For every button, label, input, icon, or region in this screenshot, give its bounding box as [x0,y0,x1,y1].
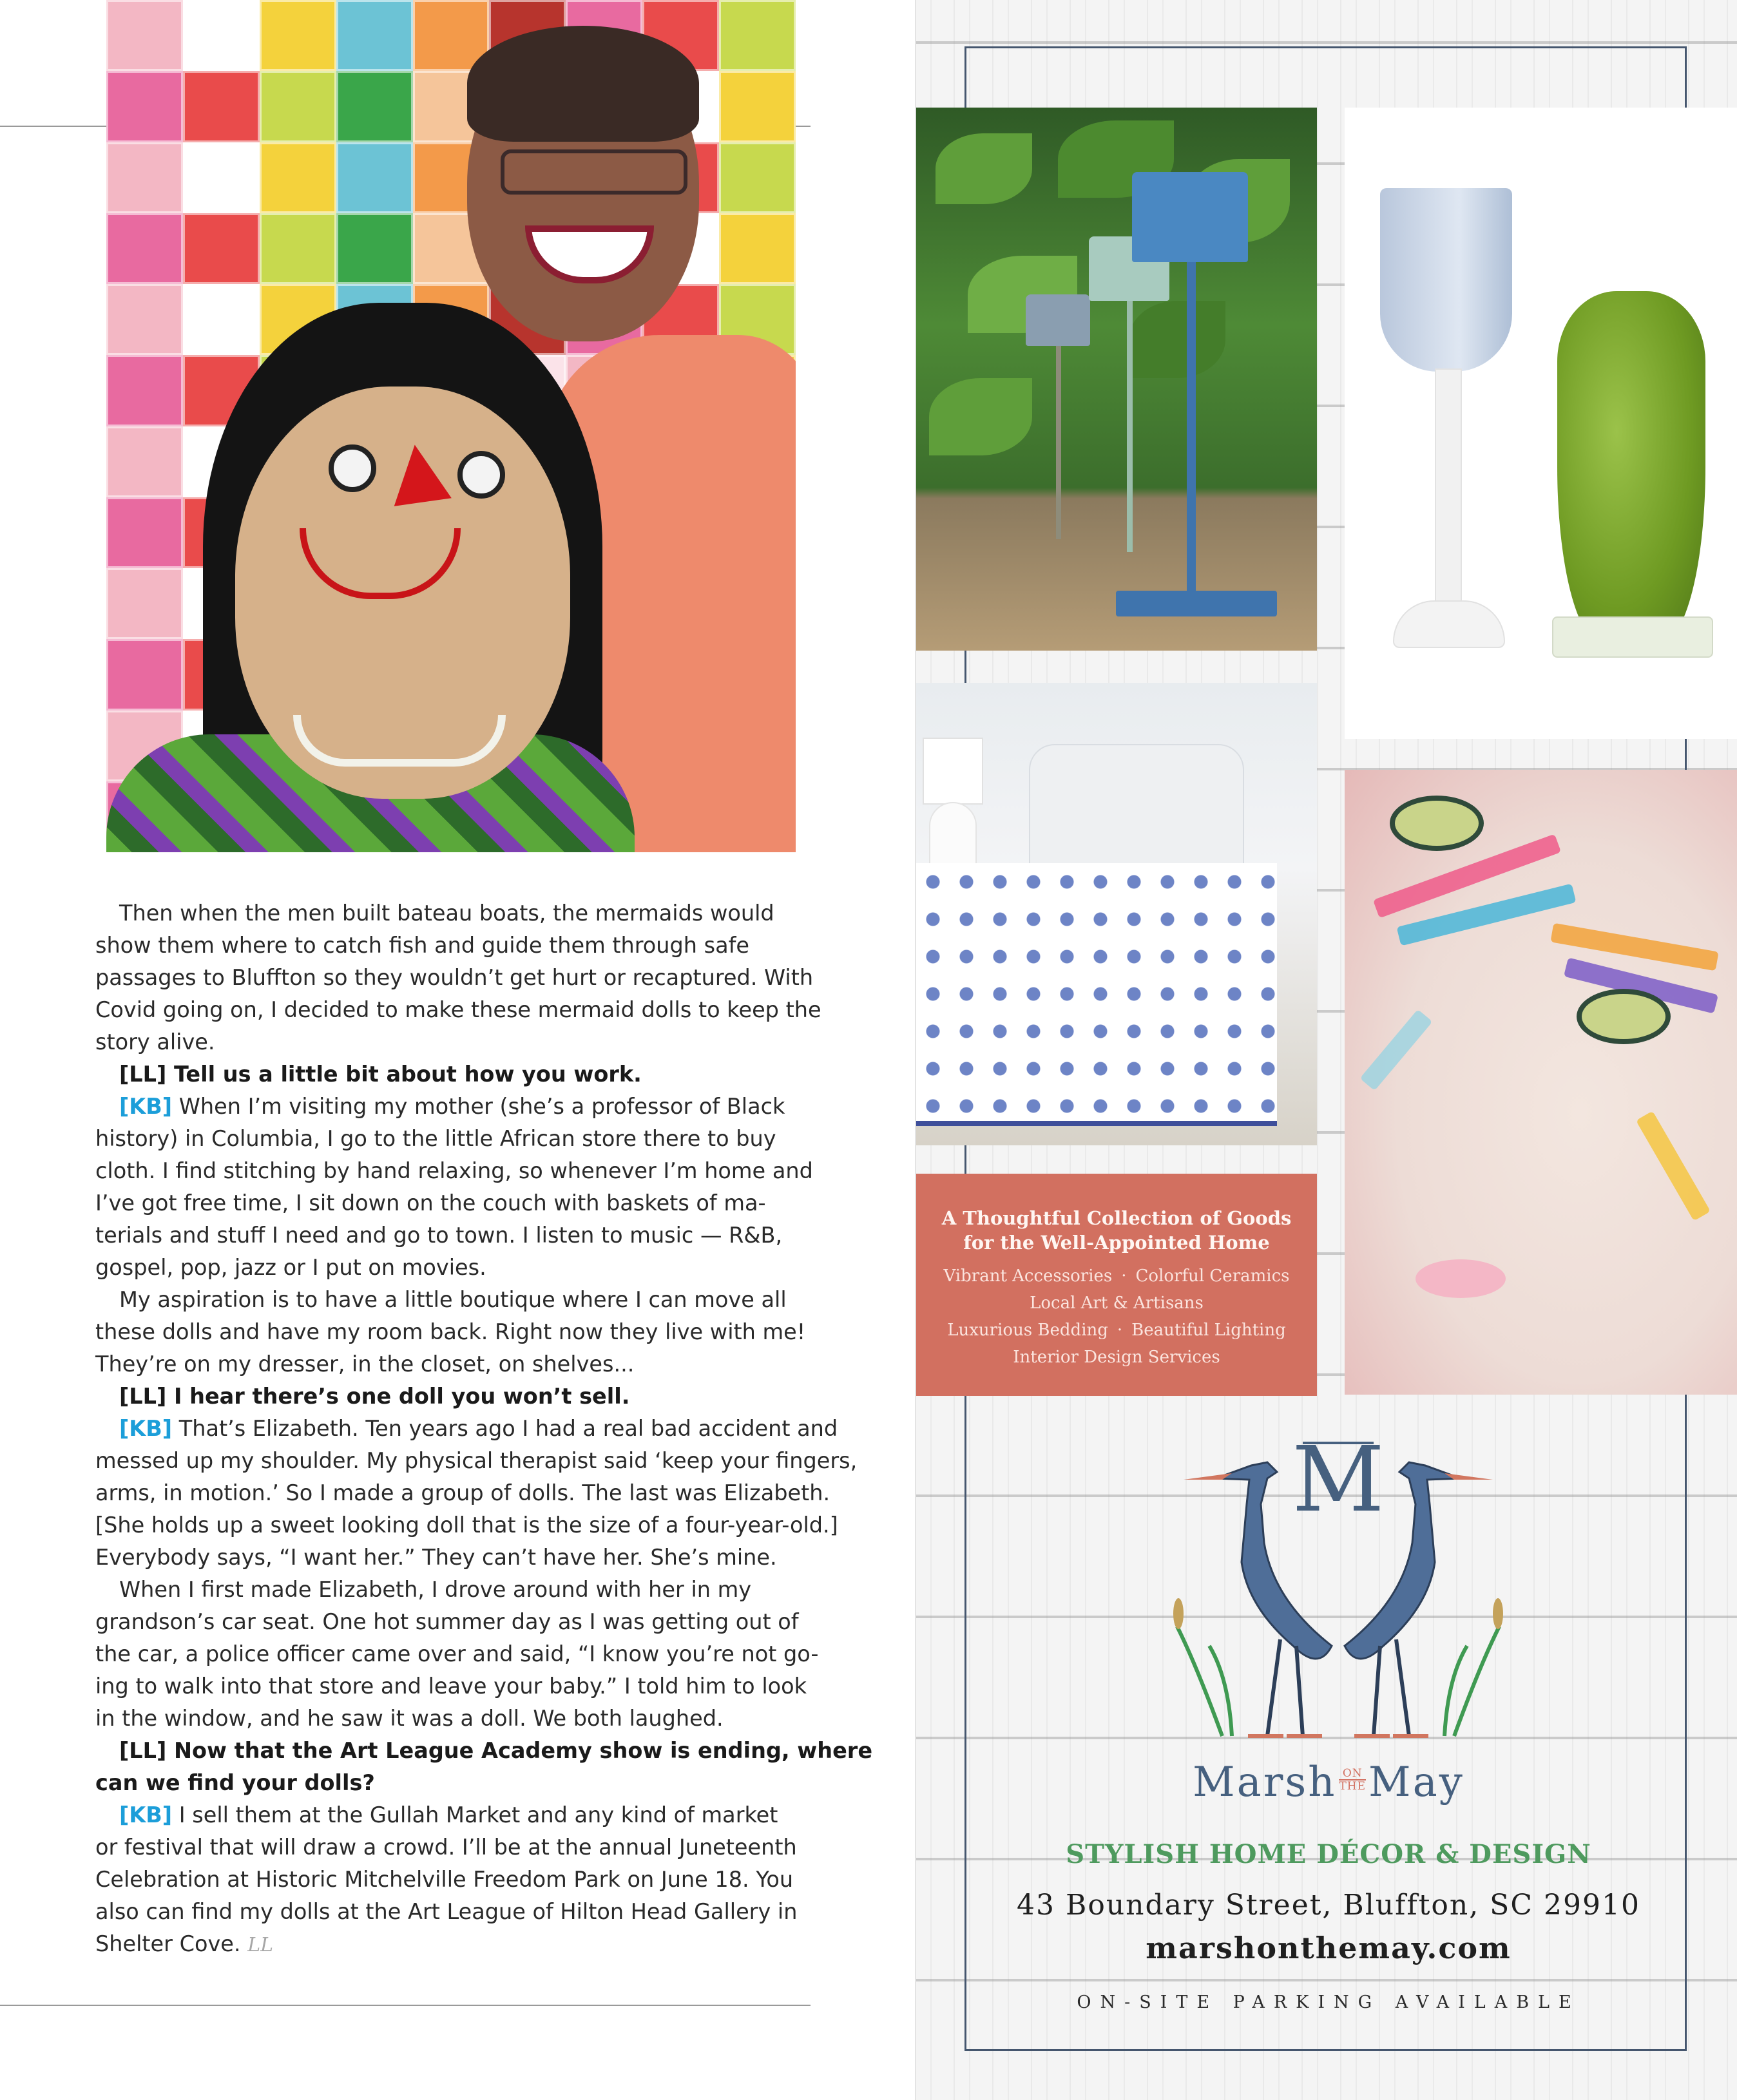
painted-face-pillow-photo [1345,770,1737,1395]
artist-glasses [501,149,687,195]
article-line: [KB] I sell them at the Gullah Market and any kind of market [119,1802,778,1828]
quilt-patch [106,71,183,142]
service-item: Vibrant Accessories [943,1266,1113,1286]
article-line: [KB] When I’m visiting my mother (she’s a professor of Black [119,1094,785,1119]
quilt-patch [106,0,183,71]
article-line: My aspiration is to have a little boutique where I can move all [119,1287,787,1312]
store-offerings-box [916,1174,1317,1396]
services-row [916,1290,1317,1317]
quilt-patch [260,0,336,71]
brand-the: THE [1339,1780,1367,1793]
article-line: terials and stuff I need and go to town. I listen to music — R&B, [95,1223,783,1248]
quilt-patch [106,426,183,497]
end-mark: LL [247,1934,274,1956]
green-vase-base [1552,616,1713,658]
offerings-title-line-1: A Thoughtful Collection of Goods [941,1207,1292,1229]
quilt-patch [183,284,260,355]
services-row [916,1344,1317,1371]
quilt-patch [260,71,336,142]
interview-text [95,897,873,1962]
article-line: story alive. [95,1029,215,1055]
pillow-eye [1390,796,1484,851]
floral-duvet [916,863,1277,1126]
interview-question-line: [LL] Tell us a little bit about how you work. [119,1062,642,1087]
article-line: arms, in motion.’ So I made a group of dolls. The last was Elizabeth. [95,1480,830,1505]
services-list [916,1263,1317,1371]
article-line: or festival that will draw a crowd. I’ll be at the annual Juneteenth [95,1835,797,1860]
parking-note: ON-SITE PARKING AVAILABLE [1077,1992,1580,2012]
article-line: passages to Bluffton so they wouldn’t get hurt or recaptured. With [95,965,814,990]
article-line: ing to walk into that store and leave your baby.” I told him to look [95,1674,807,1699]
quilt-patch [106,639,183,710]
website-link[interactable]: marshonthemay.com [1146,1931,1511,1965]
store-address: 43 Boundary Street, Bluffton, SC 29910 [1017,1889,1640,1922]
quilt-patch [260,142,336,213]
quilt-patch [336,0,413,71]
green-vase [1557,291,1705,642]
quilt-patch [719,71,796,142]
article-line: Then when the men built bateau boats, the mermaids would [119,901,774,926]
blue-goblet [1380,188,1512,372]
quilt-patch [106,568,183,639]
monogram-letter: M [1292,1433,1385,1532]
reeds-icon [1177,1627,1499,1736]
brand-last-word: May [1368,1759,1464,1806]
bottom-rule [0,2005,811,2006]
services-row [916,1263,1317,1290]
service-item: Colorful Ceramics [1135,1266,1290,1286]
bedding-photo [916,683,1317,1145]
quilt-patch [719,0,796,71]
doll-button-eye [329,444,376,492]
article-line: I’ve got free time, I sit down on the couch with baskets of ma- [95,1190,766,1216]
separator-dot: · [1117,1321,1123,1340]
marsh-on-the-may-ad [916,0,1737,2100]
service-item: Interior Design Services [1013,1348,1220,1367]
glass-vases-photo [1345,108,1737,739]
article-line: show them where to catch fish and guide them through safe [95,933,750,958]
article-line: Everybody says, “I want her.” They can’t have her. She’s mine. [95,1545,777,1570]
quilt-patch [336,71,413,142]
quilt-patch [336,213,413,284]
quilt-patch [260,213,336,284]
quilt-patch [106,355,183,426]
tagline: STYLISH HOME DÉCOR & DESIGN [1066,1839,1591,1869]
quilt-patch [106,284,183,355]
article-line: They’re on my dresser, in the closet, on shelves... [95,1351,635,1377]
article-line: these dolls and have my room back. Right now they live with me! [95,1319,806,1344]
interview-question-line: [LL] I hear there’s one doll you won’t sell. [119,1384,630,1409]
article-line: grandson’s car seat. One hot summer day as I was getting out of [95,1609,799,1634]
brand-on: ON [1342,1767,1363,1780]
quilt-patch [183,71,260,142]
speaker-label: [KB] [119,1416,173,1441]
article-line: Covid going on, I decided to make these mermaid dolls to keep the [95,997,821,1022]
brand-first-word: Marsh [1193,1759,1337,1806]
separator-dot: · [1121,1266,1127,1286]
article-line: [She holds up a sweet looking doll that is the size of a four-year-old.] [95,1513,838,1538]
quilt-patch [719,142,796,213]
pillow-lips [1416,1259,1506,1298]
doll-button-eye [457,451,505,499]
service-item: Local Art & Artisans [1030,1293,1204,1313]
speaker-label: [KB] [119,1094,173,1119]
article-line: messed up my shoulder. My physical therapist said ‘keep your fingers, [95,1448,858,1473]
article-line: cloth. I find stitching by hand relaxing, so whenever I’m home and [95,1158,813,1183]
article-line: Shelter Cove. LL [95,1931,274,1956]
interview-question-line: can we find your dolls? [95,1770,375,1795]
artist-doll-photo [106,0,796,852]
offerings-title-line-2: for the Well-Appointed Home [963,1232,1270,1254]
pillow-eye [1577,989,1671,1044]
service-item: Beautiful Lighting [1131,1321,1286,1340]
quilt-patch [183,0,260,71]
article-line: [KB] That’s Elizabeth. Ten years ago I had a real bad accident and [119,1416,838,1441]
interview-question-line: [LL] Now that the Art League Academy show is ending, where [119,1738,873,1763]
doll-nose [386,441,452,506]
article-line: history) in Columbia, I go to the little African store there to buy [95,1126,776,1151]
quilt-patch [106,142,183,213]
artist-hair [467,26,699,142]
article-line: gospel, pop, jazz or I put on movies. [95,1255,486,1280]
article-line: Celebration at Historic Mitchelville Freedom Park on June 18. You [95,1867,794,1892]
article-line: in the window, and he saw it was a doll. We both laughed. [95,1706,724,1731]
speaker-label: [KB] [119,1802,173,1828]
doll-necklace [293,715,506,767]
quilt-patch [183,213,260,284]
article-line: the car, a police officer came over and said, “I know you’re not go- [95,1641,819,1666]
brand-on-the [1339,1768,1366,1792]
outdoor-lamps-photo [916,108,1317,651]
goblet-foot [1393,600,1505,648]
article-line: When I first made Elizabeth, I drove around with her in my [119,1577,752,1602]
article-line: also can find my dolls at the Art League of Hilton Head Gallery in [95,1899,798,1924]
services-row [916,1317,1317,1344]
quilt-patch [106,497,183,568]
heron-monogram-logo [1171,1433,1506,1768]
service-item: Luxurious Bedding [947,1321,1108,1340]
quilt-patch [336,142,413,213]
quilt-patch [183,142,260,213]
quilt-patch [106,213,183,284]
brand-name [1077,1759,1580,1806]
goblet-stem [1435,368,1462,609]
bedside-lamp-shade [923,738,983,805]
quilt-patch [719,213,796,284]
